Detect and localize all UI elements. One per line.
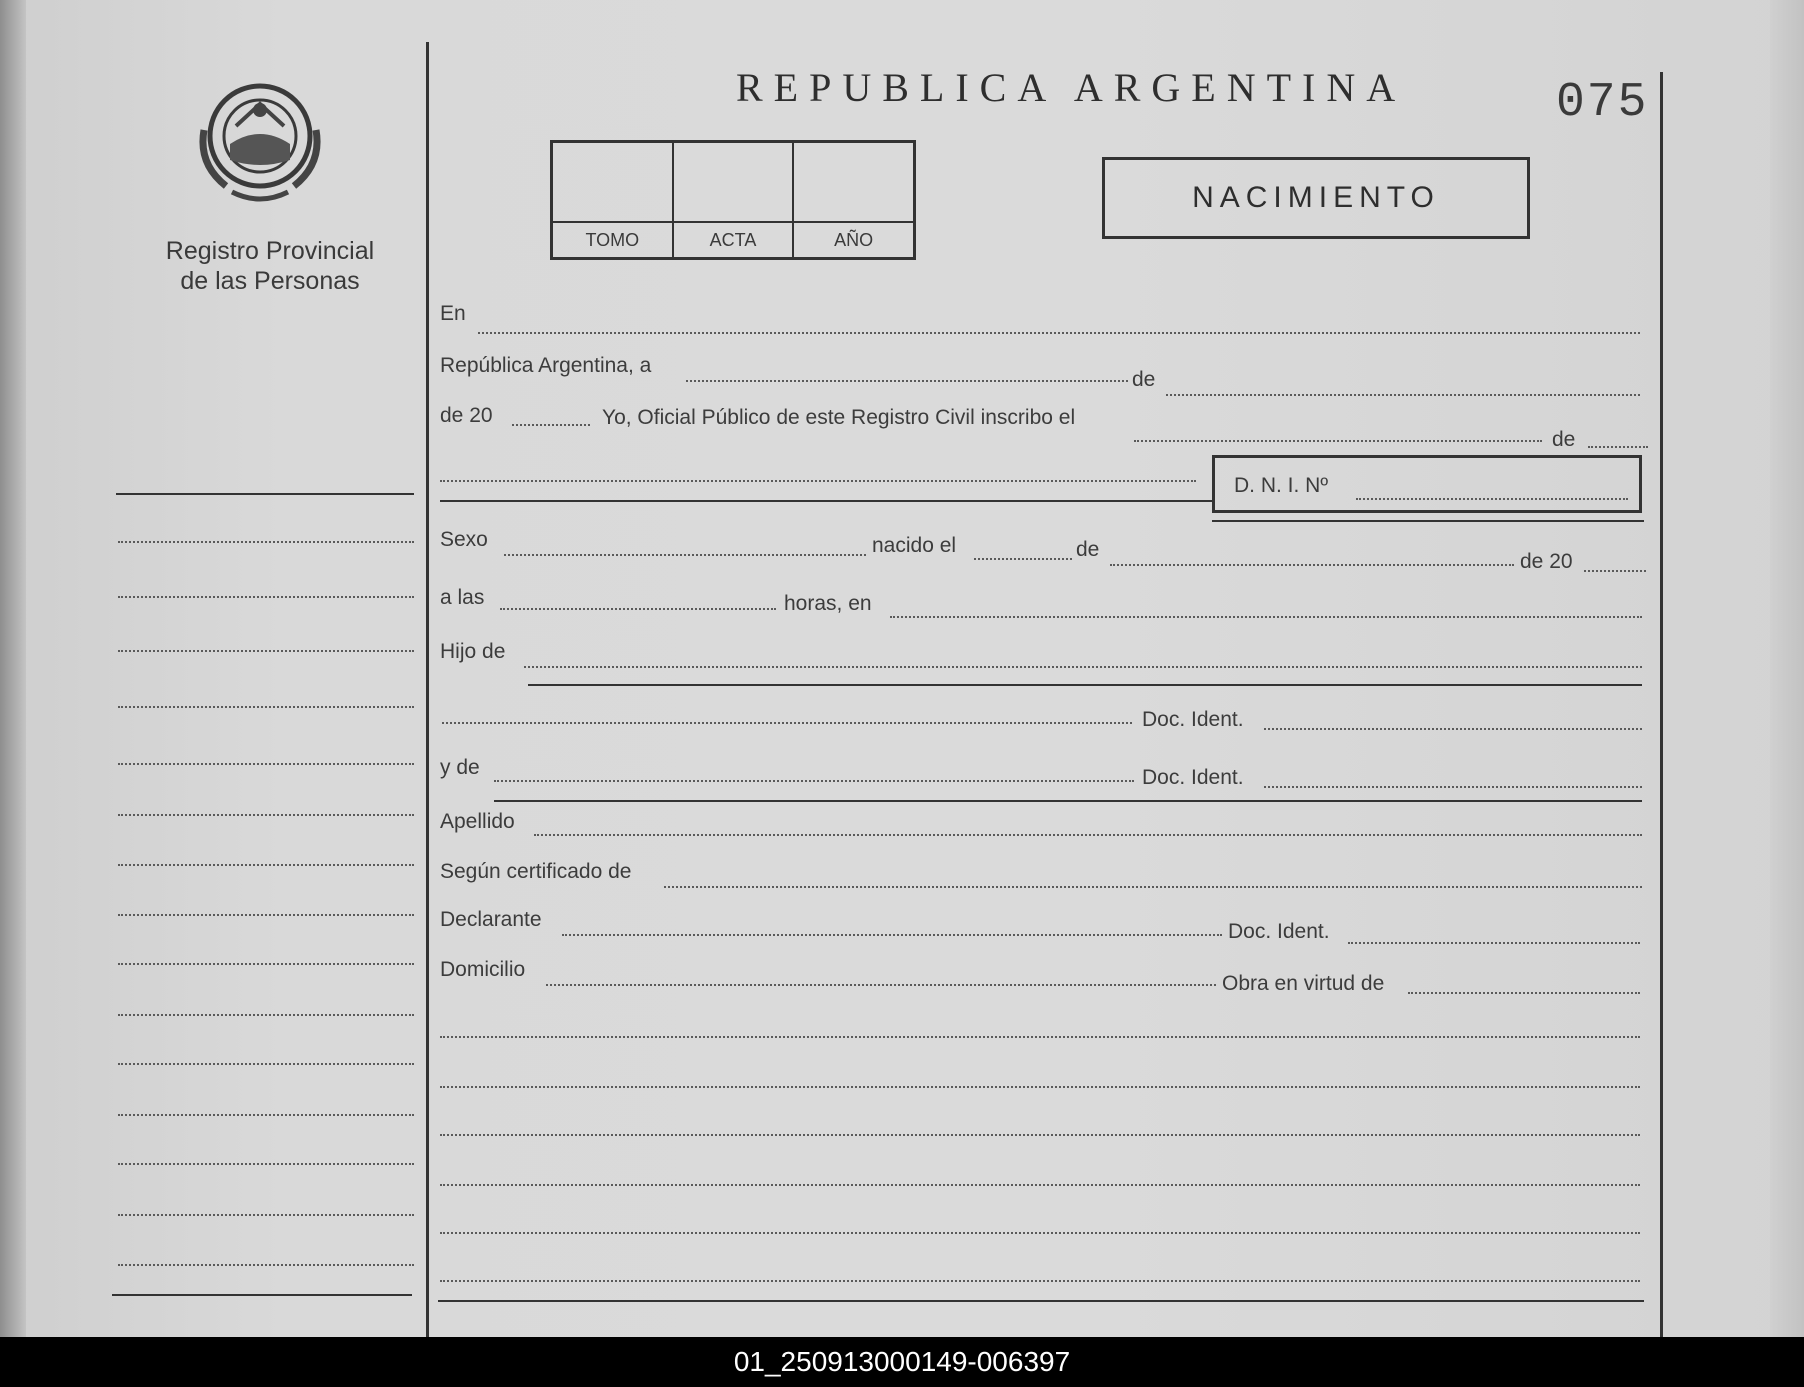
label-y-de: y de (440, 756, 480, 779)
form-type-box (1102, 157, 1530, 239)
form-number: 075 (1556, 76, 1649, 130)
page-title: REPUBLICA ARGENTINA (736, 65, 1407, 110)
acta-label: ACTA (674, 221, 793, 257)
label-apellido: Apellido (440, 810, 515, 833)
label-de-3: de (1076, 538, 1100, 561)
field-dni[interactable] (1356, 498, 1628, 500)
tomo-label: TOMO (553, 221, 672, 257)
margin-line[interactable] (118, 864, 414, 866)
provincial-seal-icon (196, 74, 324, 214)
image-id-text: 01_250913000149-006397 (733, 1346, 1071, 1377)
margin-line[interactable] (118, 541, 414, 543)
label-domicilio: Domicilio (440, 958, 526, 981)
field-en[interactable] (478, 332, 1640, 334)
label-horas-en: horas, en (784, 592, 872, 615)
label-de: de (1132, 368, 1156, 391)
field-doc-ident-3[interactable] (1348, 942, 1640, 944)
field-hijo-de[interactable] (524, 666, 1642, 668)
label-yo-oficial: Yo, Oficial Público de este Registro Civil inscribo el (602, 406, 1076, 429)
label-declarante: Declarante (440, 908, 542, 931)
label-segun: Según certificado de (440, 860, 632, 883)
label-obra: Obra en virtud de (1222, 972, 1385, 995)
section-rule-1a (440, 500, 1212, 502)
label-republica: República Argentina, a (440, 354, 652, 377)
right-margin-line (1660, 72, 1663, 1337)
margin-line[interactable] (118, 706, 414, 708)
margin-line[interactable] (118, 1214, 414, 1216)
field-year[interactable] (512, 424, 590, 426)
rule-hijo-de (528, 684, 1642, 686)
notes-line[interactable] (440, 1184, 1640, 1186)
label-de-20: de 20 (440, 404, 493, 427)
label-de-20-2: de 20 (1520, 550, 1573, 573)
form-type-label: NACIMIENTO (1192, 181, 1440, 214)
field-sexo[interactable] (504, 554, 866, 556)
margin-line[interactable] (118, 1063, 414, 1065)
margin-line[interactable] (118, 1163, 414, 1165)
label-doc-ident-1: Doc. Ident. (1142, 708, 1244, 731)
margin-line[interactable] (118, 814, 414, 816)
margin-line[interactable] (118, 763, 414, 765)
field-month[interactable] (1166, 394, 1640, 396)
ano-box[interactable] (794, 143, 913, 257)
label-doc-ident-2: Doc. Ident. (1142, 766, 1244, 789)
margin-line[interactable] (118, 1014, 414, 1016)
field-declarante[interactable] (562, 934, 1222, 936)
notes-line[interactable] (440, 1134, 1640, 1136)
field-nacido-mes[interactable] (1110, 564, 1514, 566)
label-sexo: Sexo (440, 528, 488, 551)
paper-right-edge (1770, 0, 1804, 1337)
margin-rule-bottom (112, 1294, 412, 1296)
field-continuation[interactable] (440, 480, 1196, 482)
paper-left-edge (0, 0, 26, 1337)
bottom-rule (438, 1300, 1644, 1302)
registry-name (100, 236, 440, 296)
notes-line[interactable] (440, 1086, 1640, 1088)
margin-line[interactable] (118, 1114, 414, 1116)
label-nacido: nacido el (872, 534, 957, 557)
field-doc-ident-2[interactable] (1264, 786, 1642, 788)
field-de-2[interactable] (1588, 446, 1648, 448)
notes-line[interactable] (440, 1232, 1640, 1234)
field-hora[interactable] (500, 608, 776, 610)
image-id-footer (0, 1337, 1804, 1387)
ano-label: AÑO (794, 221, 913, 257)
registry-line-1: Registro Provincial (165, 237, 375, 265)
margin-line[interactable] (118, 914, 414, 916)
margin-line[interactable] (118, 963, 414, 965)
field-domicilio[interactable] (546, 984, 1216, 986)
label-a-las: a las (440, 586, 485, 609)
notes-line[interactable] (440, 1280, 1640, 1282)
label-de-2: de (1552, 428, 1576, 451)
reference-boxes (550, 140, 916, 260)
field-segun[interactable] (664, 886, 1642, 888)
field-obra[interactable] (1408, 992, 1640, 994)
margin-line[interactable] (118, 596, 414, 598)
field-padre[interactable] (442, 722, 1132, 724)
notes-line[interactable] (440, 1036, 1640, 1038)
field-nacido-ano[interactable] (1584, 570, 1646, 572)
margin-rule-top (116, 493, 414, 495)
margin-line[interactable] (118, 650, 414, 652)
tomo-box[interactable] (553, 143, 674, 257)
field-y-de[interactable] (494, 780, 1134, 782)
section-rule-1b (1212, 520, 1644, 522)
label-dni: D. N. I. Nº (1234, 474, 1329, 497)
field-lugar[interactable] (890, 616, 1642, 618)
acta-box[interactable] (674, 143, 795, 257)
rule-y-de (494, 800, 1642, 802)
field-doc-ident-1[interactable] (1264, 728, 1642, 730)
margin-line[interactable] (118, 1264, 414, 1266)
field-nacido[interactable] (974, 558, 1072, 560)
field-day[interactable] (686, 380, 1128, 382)
field-inscribo[interactable] (1134, 440, 1542, 442)
label-doc-ident-3: Doc. Ident. (1228, 920, 1330, 943)
label-en: En (440, 302, 466, 325)
field-apellido[interactable] (534, 834, 1642, 836)
registry-line-2: de las Personas (180, 267, 360, 295)
label-hijo-de: Hijo de (440, 640, 506, 663)
